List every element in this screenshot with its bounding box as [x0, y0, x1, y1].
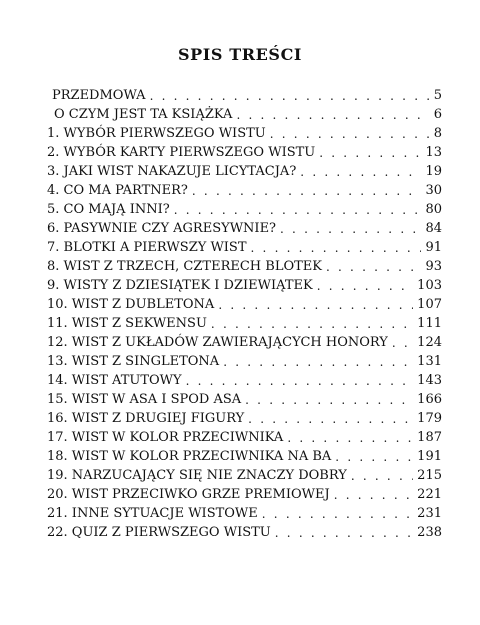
toc-entry-title: 20. WIST PRZECIWKO GRZE PREMIOWEJ [47, 487, 330, 502]
toc-entry [47, 181, 442, 201]
toc-entry [47, 257, 442, 277]
toc-entry-title: 19. NARZUCAJĄCY SIĘ NIE ZNACZY DOBRY [47, 468, 347, 483]
dot-leader [251, 238, 422, 258]
toc-entry-title: O CZYM JEST TA KSIĄŻKA [54, 107, 233, 122]
toc-entry-page-number: 84 [425, 221, 442, 236]
toc-entry-title: 14. WIST ATUTOWY [47, 373, 182, 388]
dot-leader [326, 257, 421, 277]
dot-leader [351, 466, 413, 486]
toc-entry-page-number: 93 [425, 259, 442, 274]
toc-entry-title: 12. WIST Z UKŁADÓW ZAWIERAJĄCYCH HONORY [47, 335, 388, 350]
toc-entry [47, 276, 442, 296]
toc-entry [47, 238, 442, 258]
toc-entry-page-number: 166 [417, 392, 442, 407]
toc-entry-page-number: 221 [417, 487, 442, 502]
toc-entry-title: 2. WYBÓR KARTY PIERWSZEGO WISTU [47, 145, 316, 160]
toc-entry-title: 15. WIST W ASA I SPOD ASA [47, 392, 242, 407]
toc-entry-page-number: 238 [417, 525, 442, 540]
toc-entry-title: 8. WIST Z TRZECH, CZTERECH BLOTEK [47, 259, 322, 274]
toc-entry-title: 11. WIST Z SEKWENSU [47, 316, 207, 331]
dot-leader [245, 390, 413, 410]
toc-entry-title: 10. WIST Z DUBLETONA [47, 297, 215, 312]
dot-leader [317, 276, 413, 296]
toc-entry [47, 200, 442, 220]
toc-entry [47, 295, 442, 315]
toc-entry-title: 1. WYBÓR PIERWSZEGO WISTU [47, 126, 266, 141]
dot-leader [248, 409, 413, 429]
dot-leader [334, 485, 413, 505]
toc-entry [47, 162, 442, 182]
dot-leader [392, 333, 413, 353]
toc-entry-page-number: 19 [425, 164, 442, 179]
toc-entry-page-number: 30 [425, 183, 442, 198]
toc-entry [52, 86, 442, 106]
dot-leader [275, 523, 413, 543]
toc-entry [54, 105, 442, 125]
dot-leader [192, 181, 422, 201]
toc-entry [47, 447, 442, 467]
dot-leader [223, 352, 413, 372]
toc-entry-title: 22. QUIZ Z PIERWSZEGO WISTU [47, 525, 271, 540]
dot-leader [300, 162, 421, 182]
toc-entry [47, 219, 442, 239]
toc-entry [47, 143, 442, 163]
toc-entry [47, 390, 442, 410]
dot-leader [262, 504, 413, 524]
toc-entry [47, 333, 442, 353]
toc-entry-page-number: 103 [417, 278, 442, 293]
toc-entry [47, 523, 442, 543]
toc-entry-page-number: 231 [417, 506, 442, 521]
toc-entry [47, 485, 442, 505]
toc-entry [47, 314, 442, 334]
dot-leader [218, 295, 413, 315]
toc-entry [47, 428, 442, 448]
page-title: SPIS TREŚCI [178, 44, 302, 64]
toc-entry-title: 13. WIST Z SINGLETONA [47, 354, 220, 369]
toc-entry-page-number: 91 [425, 240, 442, 255]
dot-leader [236, 105, 429, 125]
toc-entry-title: 6. PASYWNIE CZY AGRESYWNIE? [47, 221, 277, 236]
toc-entry-title: 18. WIST W KOLOR PRZECIWNIKA NA BA [47, 449, 332, 464]
toc-entry-title: 9. WISTY Z DZIESIĄTEK I DZIEWIĄTEK [47, 278, 313, 293]
dot-leader [174, 200, 422, 220]
toc-entry-title: PRZEDMOWA [52, 88, 146, 103]
toc-entry-page-number: 131 [417, 354, 442, 369]
toc-entry-page-number: 107 [417, 297, 442, 312]
toc-entry [47, 124, 442, 144]
toc-entry-title: 16. WIST Z DRUGIEJ FIGURY [47, 411, 245, 426]
dot-leader [287, 428, 413, 448]
toc-entry-title: 7. BLOTKI A PIERWSZY WIST [47, 240, 247, 255]
toc-entry-page-number: 179 [417, 411, 442, 426]
toc-entry-title: 17. WIST W KOLOR PRZECIWNIKA [47, 430, 284, 445]
toc-entry [47, 504, 442, 524]
toc-entry-page-number: 111 [417, 316, 442, 331]
toc-entry-page-number: 5 [433, 88, 442, 103]
toc-entry-page-number: 80 [425, 202, 442, 217]
toc-entry-page-number: 6 [433, 107, 442, 122]
dot-leader [186, 371, 414, 391]
toc-entry-title: 3. JAKI WIST NAKAZUJE LICYTACJA? [47, 164, 297, 179]
toc-entry-title: 4. CO MA PARTNER? [47, 183, 188, 198]
toc-entry-title: 5. CO MAJĄ INNI? [47, 202, 170, 217]
toc-entry [47, 409, 442, 429]
dot-leader [150, 86, 430, 106]
dot-leader [319, 143, 421, 163]
toc-entry-page-number: 8 [433, 126, 442, 141]
toc-entry-page-number: 191 [417, 449, 442, 464]
toc-entry-page-number: 187 [417, 430, 442, 445]
toc-entry [47, 371, 442, 391]
toc-entry-title: 21. INNE SYTUACJE WISTOWE [47, 506, 258, 521]
toc-entry-page-number: 13 [425, 145, 442, 160]
dot-leader [280, 219, 421, 239]
toc-entry [47, 352, 442, 372]
toc-entry-page-number: 143 [417, 373, 442, 388]
toc-entry-page-number: 124 [417, 335, 442, 350]
dot-leader [335, 447, 413, 467]
toc-entry-page-number: 215 [417, 468, 442, 483]
toc-entry [47, 466, 442, 486]
dot-leader [211, 314, 413, 334]
dot-leader [270, 124, 430, 144]
